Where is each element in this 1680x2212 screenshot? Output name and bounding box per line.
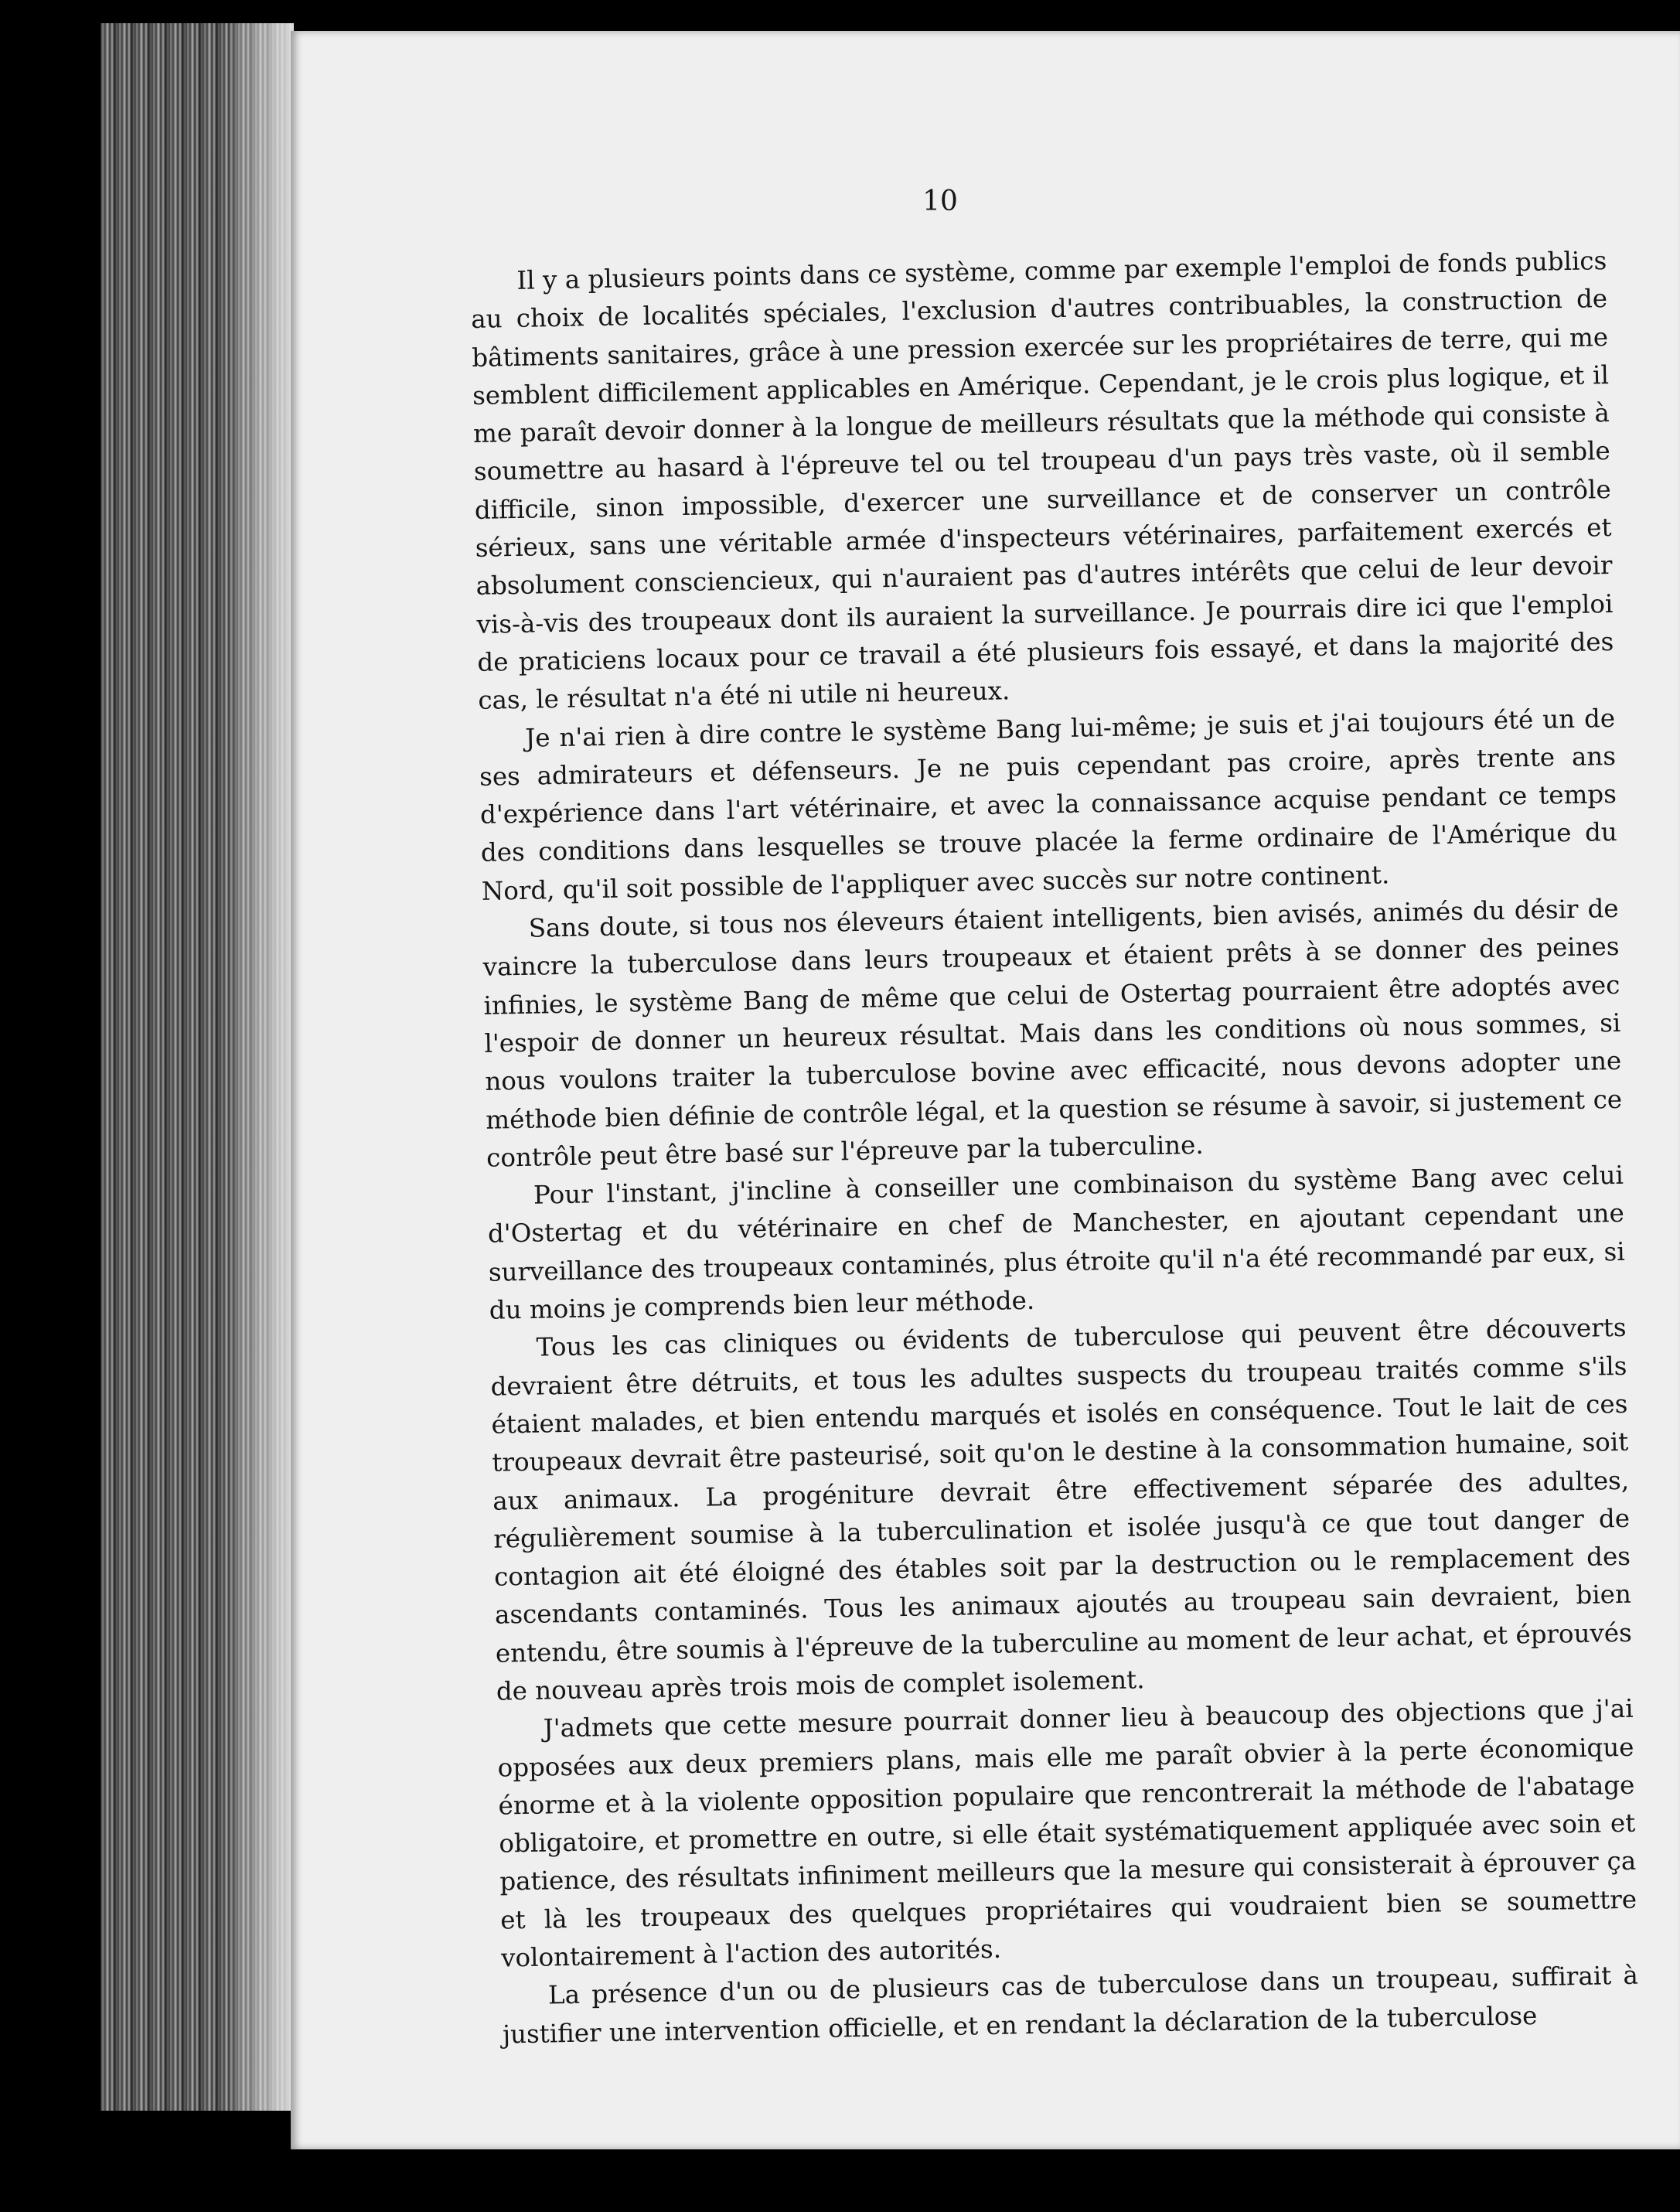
paragraph-3: Sans doute, si tous nos éleveurs étaient intelligents, bien avisés, animés du désir de vaincre la tuberculose dans leurs troupeaux et étaient prêts à se donner des peines infinies, le système Bang de même que celui de Ostertag pourraient être adoptés avec l'espoir de donner un heureux résultat. Mais dans les conditions où nous sommes, si nous voulons traiter la tuberculose bovine avec efficacité, nous devons adopter une méthode bien définie de contrôle légal, et la question se résume à savoir, si justement ce contrôle peut être basé sur l'épreuve par la tuberculine. <box>482 893 1623 1173</box>
paragraph-2: Je n'ai rien à dire contre le système Bang lui-même; je suis et j'ai toujours été un de ses admirateurs et défenseurs. Je ne puis cependant pas croire, après trente ans d'expérience dans l'art vétérinaire, et avec la connaissance acquise pendant ce temps des conditions dans lesquelles se trouve placée la ferme ordinaire de l'Amérique du Nord, qu'il soit possible de l'appliquer avec succès sur notre continent. <box>479 703 1618 906</box>
page-number: 10 <box>922 186 958 217</box>
paragraph-4: Pour l'instant, j'incline à conseiller une combinaison du système Bang avec celui d'Ostertag et du vétérinaire en chef de Manchester, en ajoutant cependant une surveillance des troupeaux contaminés, plus étroite qu'il n'a été recommandé par eux, si du moins je comprends bien leur méthode. <box>487 1160 1626 1325</box>
paragraph-7: La présence d'un ou de plusieurs cas de tuberculose dans un troupeau, suffirait à justifier une intervention officielle, et en rendant la déclaration de la tuberculose <box>502 1961 1639 2050</box>
page-sheet <box>291 31 1680 2149</box>
paragraph-6: J'admets que cette mesure pourrait donner lieu à beaucoup des objections que j'ai opposées aux deux premiers plans, mais elle me paraît obvier à la perte économique énorme et à la violente opposition populaire que rencontrerait la méthode de l'abatage obligatoire, et promettre en outre, si elle était systématiquement appliquée avec soin et patience, des résultats infiniment meilleurs que la mesure qui consisterait à éprouver ça et là les troupeaux des quelques propriétaires qui voudraient bien se soumettre volontairement à l'action des autorités. <box>497 1694 1637 1973</box>
body-text <box>470 242 1641 2118</box>
paragraph-1: Il y a plusieurs points dans ce système, comme par exemple l'emploi de fonds publics au choix de localités spéciales, l'exclusion d'autres contribuables, la construction de bâtiments sanitaires, grâce à une pression exercée sur les propriétaires de terre, qui me semblent difficilement applicables en Amérique. Cependant, je le crois plus logique, et il me paraît devoir donner à la longue de meilleurs résultats que la méthode qui consiste à soumettre au hasard à l'épreuve tel ou tel troupeau d'un pays très vaste, où il semble difficile, sinon impossible, d'exercer une surveillance et de conserver un contrôle sérieux, sans une véritable armée d'inspecteurs vétérinaires, parfaitement exercés et absolument consciencieux, qui n'auraient pas d'autres intérêts que celui de leur devoir vis-à-vis des troupeaux dont ils auraient la surveillance. Je pourrais dire ici que l'emploi de praticiens locaux pour ce travail a été plusieurs fois essayé, et dans la majorité des cas, le résultat n'a été ni utile ni heureux. <box>470 246 1614 716</box>
gutter-shadow <box>232 23 294 2111</box>
paragraph-5: Tous les cas cliniques ou évidents de tuberculose qui peuvent être découverts devraient être détruits, et tous les adultes suspects du troupeau traités comme s'ils étaient malades, et bien entendu marqués et isolés en conséquence. Tout le lait de ces troupeaux devrait être pasteurisé, soit qu'on le destine à la consommation humaine, soit aux animaux. La progéniture devrait être effectivement séparée des adultes, régulièrement soumise à la tuberculination et isolée jusqu'à ce que tout danger de contagion ait été éloigné des étables soit par la destruction ou le remplacement des ascendants contaminés. Tous les animaux ajoutés au troupeau sain devraient, bien entendu, être soumis à l'épreuve de la tuberculine au moment de leur achat, et éprouvés de nouveau après trois mois de complet isolement. <box>490 1313 1633 1706</box>
